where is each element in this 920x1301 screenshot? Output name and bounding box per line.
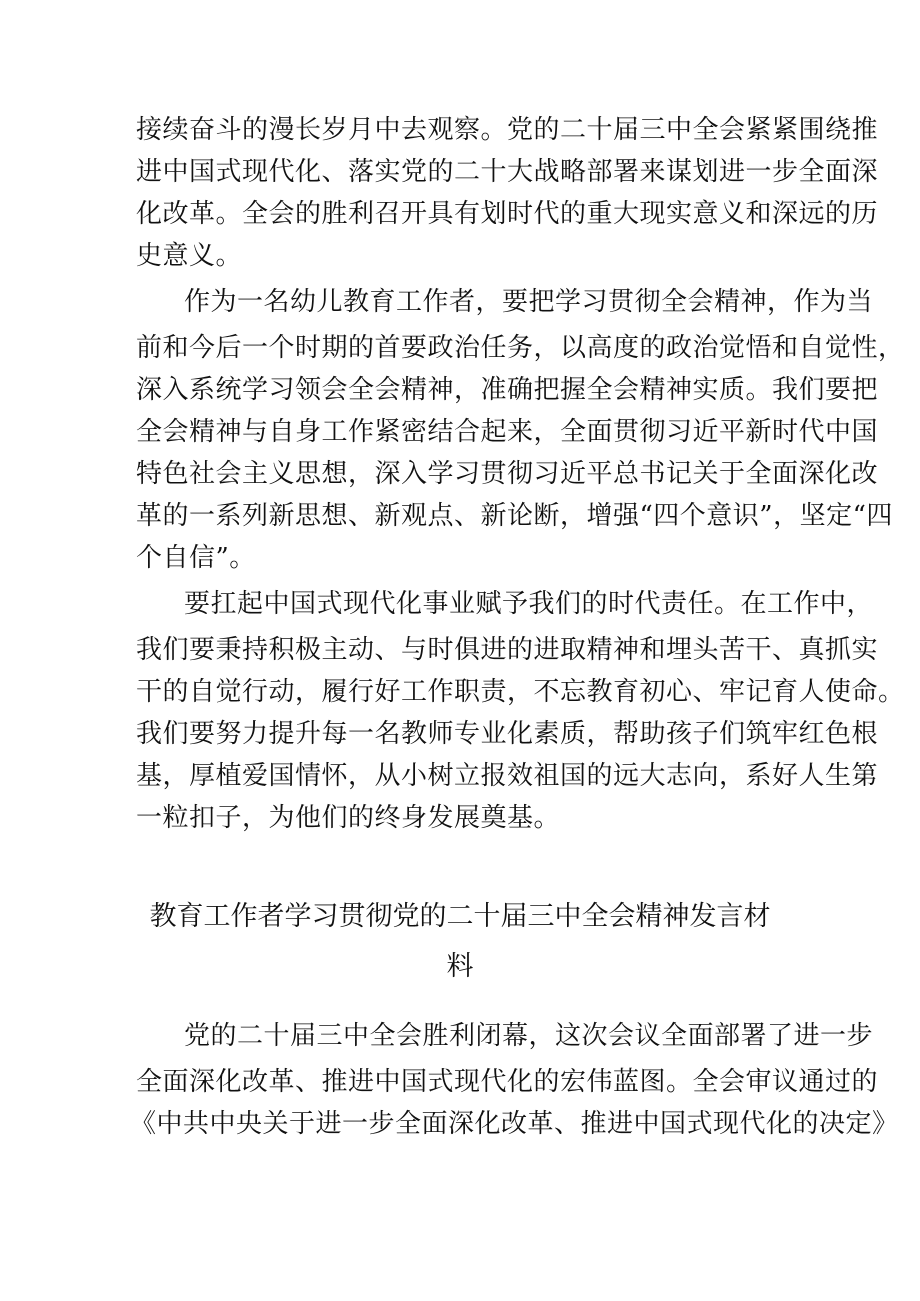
intro-line-1: 党的二十届三中全会胜利闭幕，这次会议全面部署了进一步 xyxy=(184,1021,874,1051)
paragraph-2-line-6: 革的一系列新思想、新观点、新论断，增强“四个意识”，坚定“四 xyxy=(136,501,893,531)
intro-line-2: 全面深化改革、推进中国式现代化的宏伟蓝图。全会审议通过的 xyxy=(136,1067,879,1097)
document-title-line-1: 教育工作者学习贯彻党的二十届三中全会精神发言材 xyxy=(149,901,771,932)
paragraph-2-line-5: 特色社会主义思想，深入学习贯彻习近平总书记关于全面深化改 xyxy=(136,459,879,489)
paragraph-2-line-7: 个自信”。 xyxy=(136,543,256,573)
paragraph-2-line-2: 前和今后一个时期的首要政治任务，以高度的政治觉悟和自觉性， xyxy=(136,333,905,363)
paragraph-1-line-2: 进中国式现代化、落实党的二十大战略部署来谋划进一步全面深 xyxy=(136,157,879,187)
paragraph-3-line-6: 一粒扣子，为他们的终身发展奠基。 xyxy=(136,803,561,833)
paragraph-3-line-1: 要扛起中国式现代化事业赋予我们的时代责任。在工作中， xyxy=(184,589,874,619)
paragraph-1-line-1: 接续奋斗的漫长岁月中去观察。党的二十届三中全会紧紧围绕推 xyxy=(136,115,879,145)
paragraph-2-line-1: 作为一名幼儿教育工作者，要把学习贯彻全会精神，作为当 xyxy=(184,287,874,317)
paragraph-2-line-4: 全会精神与自身工作紧密结合起来，全面贯彻习近平新时代中国 xyxy=(136,417,879,447)
paragraph-1-line-4: 史意义。 xyxy=(136,241,243,271)
paragraph-3-line-2: 我们要秉持积极主动、与时俱进的进取精神和埋头苦干、真抓实 xyxy=(136,635,879,665)
paragraph-3-line-4: 我们要努力提升每一名教师专业化素质，帮助孩子们筑牢红色根 xyxy=(136,719,879,749)
paragraph-3-line-5: 基，厚植爱国情怀，从小树立报效祖国的远大志向，系好人生第 xyxy=(136,761,879,791)
paragraph-2-line-3: 深入系统学习领会全会精神，准确把握全会精神实质。我们要把 xyxy=(136,375,879,405)
intro-line-3: 《中共中央关于进一步全面深化改革、推进中国式现代化的决定》 xyxy=(130,1109,899,1139)
paragraph-1-line-3: 化改革。全会的胜利召开具有划时代的重大现实意义和深远的历 xyxy=(136,199,879,229)
paragraph-3-line-3: 干的自觉行动，履行好工作职责，不忘教育初心、牢记育人使命。 xyxy=(136,677,905,707)
document-title-line-2: 料 xyxy=(446,951,474,982)
